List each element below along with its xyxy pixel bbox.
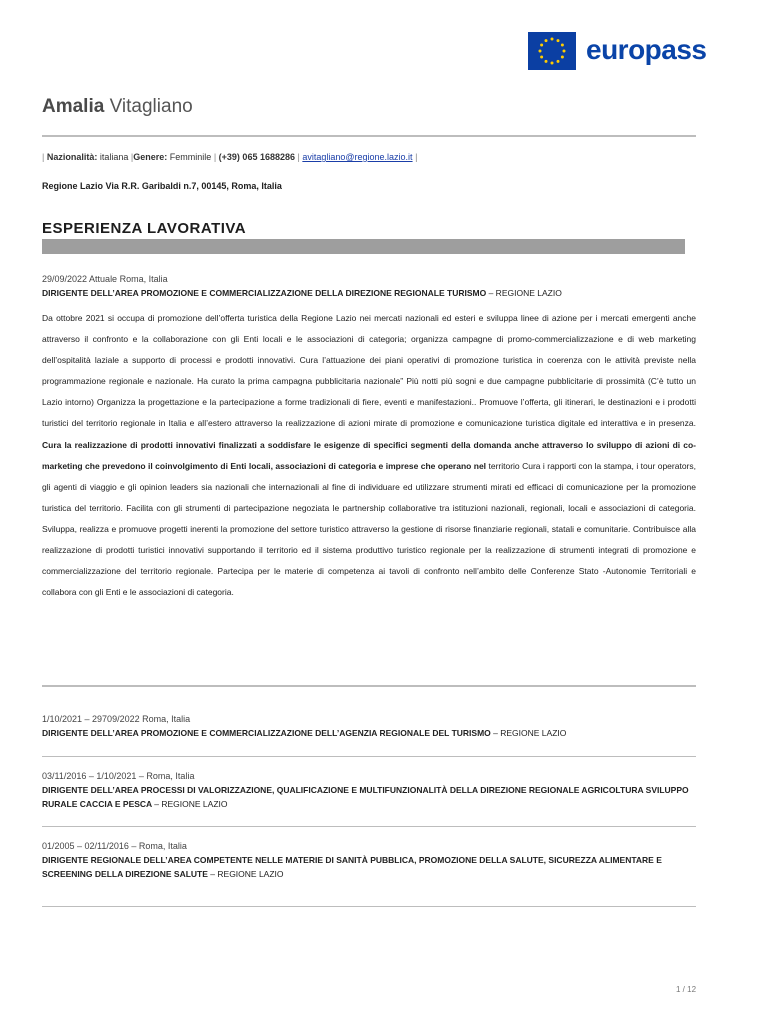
job-title (42, 783, 696, 811)
eu-star-icon (545, 60, 548, 63)
eu-stars-icon (528, 32, 576, 70)
job-entry-1 (42, 273, 696, 300)
job-title-text: DIRIGENTE REGIONALE DELL’AREA COMPETENTE NELLE MATERIE DI SANITÀ PUBBLICA, PROMOZIONE DELLA SALUTE, SICUREZZA ALIMENTARE E SCREENING DELLA DIREZIONE SALUTE (42, 855, 662, 879)
job-title-text: DIRIGENTE DELL’AREA PROCESSI DI VALORIZZAZIONE, QUALIFICAZIONE E MULTIFUNZIONALITÀ DELLA DIREZIONE REGIONALE AGRICOLTURA SVILUPPO RURALE CACCIA E PESCA (42, 785, 689, 809)
job-title (42, 726, 696, 740)
eu-star-icon (540, 44, 543, 47)
phone-number: (+39) 065 1688286 (218, 152, 295, 162)
job-org: – REGIONE LAZIO (210, 869, 284, 879)
job-divider (42, 826, 696, 827)
job-divider (42, 685, 696, 687)
job-description-part-2: territorio Cura i rapporti con la stampa, i tour operators, gli agenti di viaggio e gli opinion leaders sia nazionali che internazionali al fine di individuare ed utilizzare strumenti mirati ed efficaci di comunicazione per la promozione turistica del territorio. Facilita con gli strumenti di partecipazione negoziata le partnership collaborative tra istituzioni nazionali, regionali, locali e associazioni di categoria. Sviluppa, realizza e promuove progetti inerenti la promozione del settore turistico attraverso la gestione di risorse finanziarie regionali, statali e comunitarie. Contribuisce alla realizzazione di prodotti turistici innovativi supportando il territorio ed il sistema produttivo turistico regionale per la realizzazione di strumenti integrati di promozione e commercializzazione del territorio regionale. Partecipa per le materie di competenza ai tavoli di confronto nell’ambito delle Conferenze Stato -Autonomie Territoriali e collabora con gli Enti e le associazioni di categoria. (42, 460, 696, 598)
eu-star-icon (563, 50, 566, 53)
eu-star-icon (551, 38, 554, 41)
section-bar (42, 239, 685, 254)
job-org: – REGIONE LAZIO (488, 288, 562, 298)
gender-label: Genere: (133, 152, 168, 162)
job-title (42, 286, 696, 300)
last-name: Vitagliano (109, 96, 193, 117)
gender-value: Femminile (169, 152, 212, 162)
job-description-bold: Cura la realizzazione di prodotti innovativi finalizzati a soddisfare le esigenze di specifici segmenti della domanda anche attraverso lo sviluppo di azioni di co-marketing che prevedono il coinvolgimento di Enti locali, associazioni di categoria e imprese che operano nel (42, 439, 696, 471)
eu-star-icon (551, 62, 554, 65)
job-entry-4 (42, 840, 696, 881)
eu-star-icon (540, 56, 543, 59)
person-name (42, 96, 193, 118)
header-divider (42, 135, 696, 137)
job-entry-2 (42, 713, 696, 740)
eu-star-icon (545, 39, 548, 42)
eu-flag-icon (528, 32, 576, 70)
job-org: – REGIONE LAZIO (493, 728, 567, 738)
job-date: 01/2005 – 02/11/2016 – Roma, Italia (42, 841, 187, 851)
eu-star-icon (557, 39, 560, 42)
email-link[interactable]: avitagliano@regione.lazio.it (302, 152, 413, 162)
job-date: 1/10/2021 – 29709/2022 Roma, Italia (42, 714, 191, 724)
nationality-label: Nazionalità: (46, 152, 98, 162)
job-title-text: DIRIGENTE DELL’AREA PROMOZIONE E COMMERCIALIZZAZIONE DELL’AGENZIA REGIONALE DEL TURISMO (42, 728, 491, 738)
address: Regione Lazio Via R.R. Garibaldi n.7, 00145, Roma, Italia (42, 181, 282, 191)
job-divider (42, 906, 696, 907)
europass-wordmark: europass (586, 34, 707, 65)
job-description-part-1: Da ottobre 2021 si occupa di promozione dell’offerta turistica della Regione Lazio nei mercati nazionali ed esteri e sviluppa linee di azione per i mercati emergenti anche attraverso il confronto e la collaborazione con gli Enti locali e le associazioni di categoria; organizza campagne di promo-commercializzazione e di web marketing dell’ospitalità laziale a supporto di processi e prodotti innovativi. Cura l’attuazione dei piani operativi di promozione turistica in coerenza con le attività previste nella programmazione regionale e nazionale. Ha curato la prima campagna pubblicitaria nazionale” Più notti più sogni e due campagne pubblicitarie di prossimità (C’è tutto un Lazio intorno) Organizza la progettazione e la partecipazione a forme tradizionali di fiere, eventi e manifestazioni.. Promuove l’offerta, gli itinerari, le destinazioni e i prodotti turistici del territorio regionale in Italia e all’estero attraverso la realizzazione di azioni mirate di promozione e comunicazione turistica digitale ed interattiva e in presenza. (42, 313, 696, 429)
job-date: 29/09/2022 Attuale Roma, Italia (42, 274, 168, 284)
eu-star-icon (539, 50, 542, 53)
first-name: Amalia (42, 96, 105, 117)
eu-star-icon (561, 44, 564, 47)
europass-logo (528, 32, 707, 72)
section-title: ESPERIENZA LAVORATIVA (42, 220, 247, 237)
eu-star-icon (561, 56, 564, 59)
eu-star-icon (557, 60, 560, 63)
job-entry-3 (42, 770, 696, 811)
job-divider (42, 756, 696, 757)
contact-line: | Nazionalità: italiana |Genere: Femminile | (+39) 065 1688286 | avitagliano@regione.lazio.it | (42, 152, 418, 162)
job-title (42, 853, 696, 881)
job-description (42, 308, 696, 603)
page-number: 1 / 12 (676, 985, 697, 994)
job-org: – REGIONE LAZIO (154, 799, 228, 809)
job-date: 03/11/2016 – 1/10/2021 – Roma, Italia (42, 771, 195, 781)
job-title-text: DIRIGENTE DELL’AREA PROMOZIONE E COMMERCIALIZZAZIONE DELLA DIREZIONE REGIONALE TURISMO (42, 288, 487, 298)
nationality-value: italiana (99, 152, 129, 162)
